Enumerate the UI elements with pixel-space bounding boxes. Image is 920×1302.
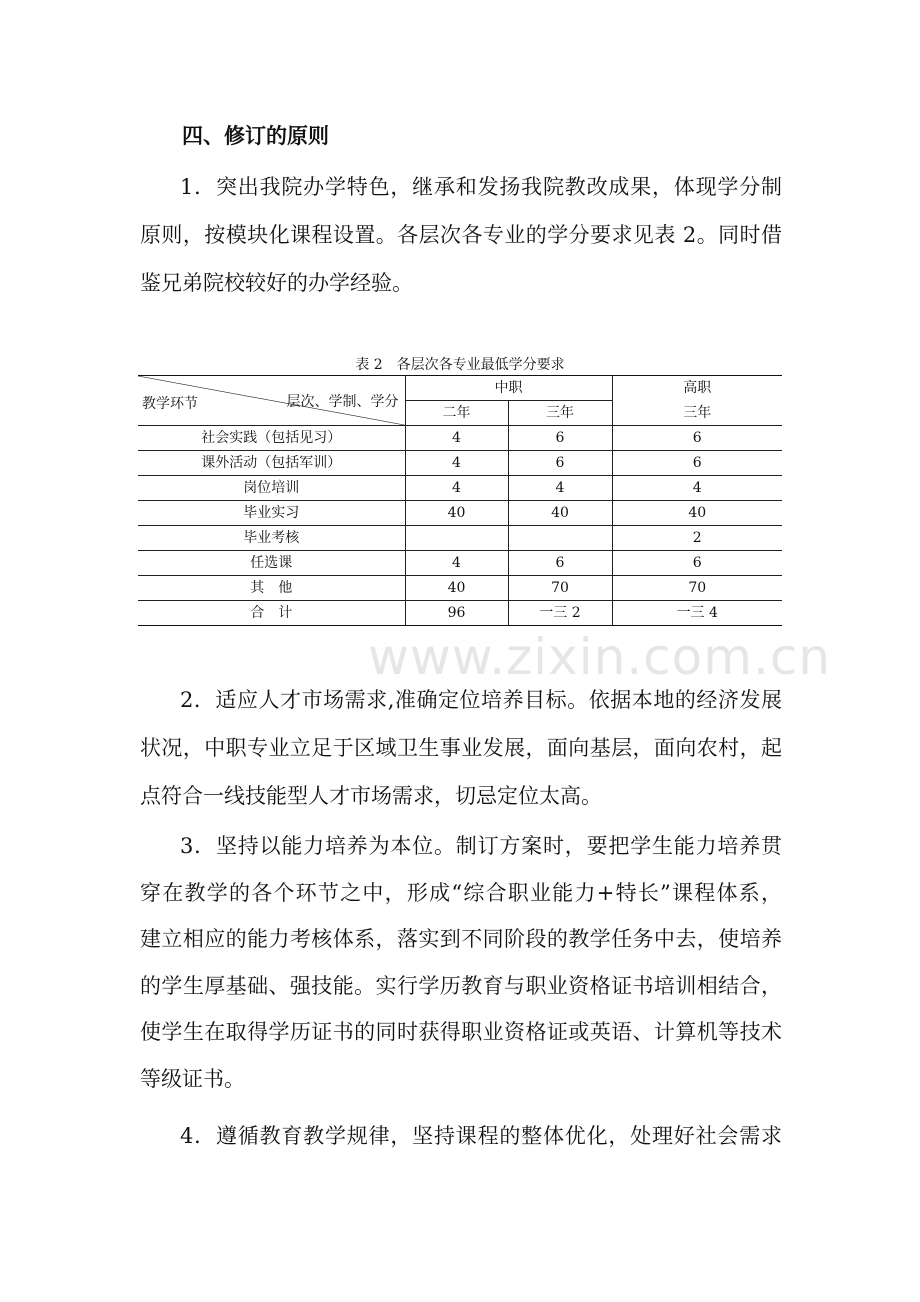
text-line: 穿在教学的各个环节之中，形成“综合职业能力+特长”课程体系， <box>140 881 782 905</box>
credit-cell: 4 <box>508 476 612 501</box>
row-label-cell: 岗位培训 <box>138 476 405 501</box>
credit-cell: 2 <box>612 526 782 551</box>
credit-cell: 70 <box>508 576 612 601</box>
credit-cell: 一三 4 <box>612 601 782 626</box>
credit-cell: 6 <box>508 551 612 576</box>
credit-cell: 6 <box>508 426 612 451</box>
table-row <box>138 526 782 551</box>
text-line: 3．坚持以能力培养为本位。制订方案时，要把学生能力培养贯 <box>180 834 782 858</box>
table-row <box>138 576 782 601</box>
credit-cell: 40 <box>405 576 508 601</box>
credit-cell <box>508 526 612 551</box>
text-line: 1．突出我院办学特色，继承和发扬我院教改成果，体现学分制 <box>180 175 782 199</box>
text-line: 鉴兄弟院校较好的办学经验。 <box>140 271 413 295</box>
group-header-zhongzhi: 中职 <box>405 376 612 401</box>
credit-cell: 4 <box>405 426 508 451</box>
credit-cell: 40 <box>612 501 782 526</box>
credit-cell: 70 <box>612 576 782 601</box>
credit-cell: 40 <box>508 501 612 526</box>
table-row <box>138 551 782 576</box>
credit-table <box>138 375 782 626</box>
text-line: 建立相应的能力考核体系，落实到不同阶段的教学任务中去，使培养 <box>140 927 782 951</box>
table-row <box>138 601 782 626</box>
credit-cell: 4 <box>612 476 782 501</box>
text-line: 原则，按模块化课程设置。各层次各专业的学分要求见表 2。同时借 <box>140 223 782 247</box>
text-line: 4．遵循教育教学规律，坚持课程的整体优化，处理好社会需求 <box>180 1124 782 1148</box>
credit-cell: 4 <box>405 551 508 576</box>
credit-cell: 6 <box>508 451 612 476</box>
watermark: www.zixin.com.cn <box>368 628 832 686</box>
credit-cell: 6 <box>612 451 782 476</box>
text-line: 状况，中职专业立足于区域卫生事业发展，面向基层，面向农村，起 <box>140 736 782 760</box>
credit-cell: 96 <box>405 601 508 626</box>
row-label-cell: 任选课 <box>138 551 405 576</box>
sub-header: 三年 <box>508 401 612 426</box>
credit-cell: 6 <box>612 426 782 451</box>
credit-cell: 40 <box>405 501 508 526</box>
corner-left-label: 教学环节 <box>142 396 198 412</box>
table-row <box>138 451 782 476</box>
table-row <box>138 476 782 501</box>
credit-cell: 6 <box>612 551 782 576</box>
table-row <box>138 501 782 526</box>
row-label-cell: 毕业实习 <box>138 501 405 526</box>
corner-right-label: 层次、学制、学分 <box>286 394 399 410</box>
credit-cell: 一三 2 <box>508 601 612 626</box>
text-line: 2．适应人才市场需求,准确定位培养目标。依据本地的经济发展 <box>180 688 782 712</box>
row-label-cell: 合 计 <box>138 601 405 626</box>
credit-cell <box>405 526 508 551</box>
credit-cell: 4 <box>405 476 508 501</box>
row-label-cell: 其 他 <box>138 576 405 601</box>
text-line: 等级证书。 <box>140 1067 245 1091</box>
text-line: 点符合一线技能型人才市场需求，切忌定位太高。 <box>140 784 602 808</box>
table-row <box>138 426 782 451</box>
sub-header: 二年 <box>405 401 508 426</box>
table-caption: 表 2 各层次各专业最低学分要求 <box>355 357 565 373</box>
group-header-gaozhi: 高职 <box>612 376 782 401</box>
corner-header-cell <box>138 376 405 426</box>
sub-header: 三年 <box>612 401 782 426</box>
row-label-cell: 社会实践（包括见习） <box>138 426 405 451</box>
row-label-cell: 毕业考核 <box>138 526 405 551</box>
credit-cell: 4 <box>405 451 508 476</box>
text-line: 的学生厚基础、强技能。实行学历教育与职业资格证书培训相结合， <box>140 974 782 998</box>
text-line: 使学生在取得学历证书的同时获得职业资格证或英语、计算机等技术 <box>140 1020 782 1044</box>
section-heading: 四、修订的原则 <box>182 124 329 148</box>
row-label-cell: 课外活动（包括军训） <box>138 451 405 476</box>
